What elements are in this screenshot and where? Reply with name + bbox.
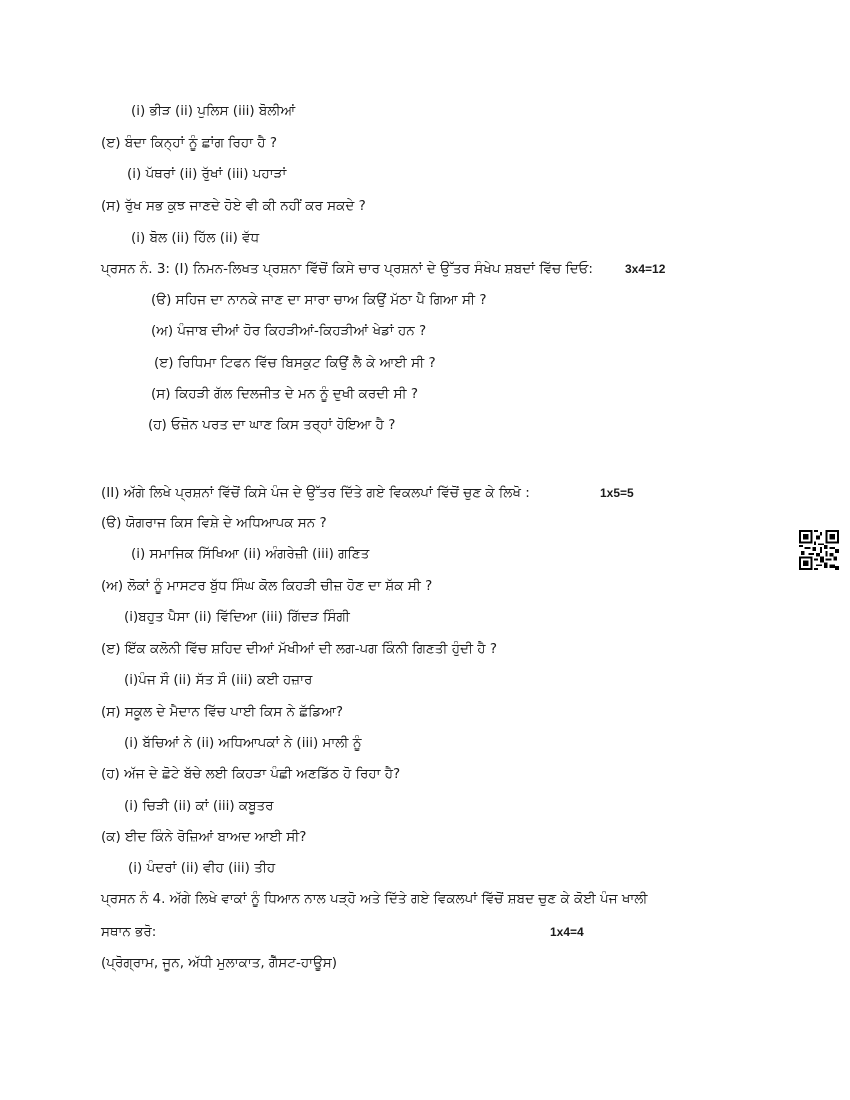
mcq-e-question: (ੲ) ਇੱਕ ਕਲੋਨੀ ਵਿੱਚ ਸ਼ਹਿਦ ਦੀਆਂ ਮੱਖੀਆਂ ਦੀ ਲਗ-ਪਗ ਕਿੰਨੀ ਗਿਣਤੀ ਹੁੰਦੀ ਹੈ ? <box>101 641 498 657</box>
sub-question-e: (ੲ) ਰਿਧਿਮਾ ਟਿਫਨ ਵਿੱਚ ਬਿਸਕੁਟ ਕਿਉਂ ਲੈ ਕੇ ਆਈ ਸੀ ? <box>154 355 436 371</box>
question-3-part-2-heading: (II) ਅੱਗੇ ਲਿਖੇ ਪ੍ਰਸ਼ਨਾਂ ਵਿੱਚੋਂ ਕਿਸੇ ਪੰਜ ਦੇ ਉੱਤਰ ਦਿੱਤੇ ਗਏ ਵਿਕਲਪਾਂ ਵਿੱਚੋਂ ਚੁਣ ਕੇ ਲਿਖੋ : <box>101 485 530 501</box>
sub-question-s: (ਸ) ਕਿਹੜੀ ਗੱਲ ਦਿਲਜੀਤ ਦੇ ਮਨ ਨੂੰ ਦੁਖੀ ਕਰਦੀ ਸੀ ? <box>151 386 418 402</box>
mcq-a-options: (i) ਸਮਾਜਿਕ ਸਿੱਖਿਆ (ii) ਅੰਗਰੇਜ਼ੀ (iii) ਗਣਿਤ <box>131 546 370 562</box>
mcq-k-options: (i) ਪੰਦਰਾਂ (ii) ਵੀਹ (iii) ਤੀਹ <box>128 860 276 876</box>
sub-question-aa: (ਅ) ਪੰਜਾਬ ਦੀਆਂ ਹੋਰ ਕਿਹੜੀਆਂ-ਕਿਹੜੀਆਂ ਖੇਡਾਂ ਹਨ ? <box>151 323 427 339</box>
mcq-h-question: (ਹ) ਅੱਜ ਦੇ ਛੋਟੇ ਬੱਚੇ ਲਈ ਕਿਹੜਾ ਪੰਛੀ ਅਣਡਿੱਠ ਹੋ ਰਿਹਾ ਹੈ? <box>101 766 401 782</box>
options-line-q-e: (i) ਪੱਥਰਾਂ (ii) ਰੁੱਖਾਂ (iii) ਪਹਾੜਾਂ <box>127 166 287 182</box>
mcq-e-options: (i)ਪੰਜ ਸੌ (ii) ਸੱਤ ਸੌ (iii) ਕਈ ਹਜ਼ਾਰ <box>124 672 313 688</box>
mcq-a-question: (ੳ) ਯੋਗਰਾਜ ਕਿਸ ਵਿਸ਼ੇ ਦੇ ਅਧਿਆਪਕ ਸਨ ? <box>101 515 327 531</box>
mcq-aa-options: (i)ਬਹੁਤ ਪੈਸਾ (ii) ਵਿੱਦਿਆ (iii) ਗਿੱਦੜ ਸਿੰਗੀ <box>124 609 350 625</box>
options-line-q-ii-a: (i) ਭੀੜ (ii) ਪੁਲਿਸ (iii) ਬੋਲੀਆਂ <box>131 103 296 119</box>
question-4-heading: ਪ੍ਰਸਨ ਨੰ 4. ਅੱਗੇ ਲਿਖੇ ਵਾਕਾਂ ਨੂੰ ਧਿਆਨ ਨਾਲ ਪੜ੍ਹੋ ਅਤੇ ਦਿੱਤੇ ਗਏ ਵਿਕਲਪਾਂ ਵਿੱਚੋਂ ਸ਼ਬਦ ਚੁਣ ਕੇ ਕੋਈ ਪੰਜ ਖਾਲੀ <box>101 891 648 907</box>
question-4-heading-cont: ਸਥਾਨ ਭਰੋ: <box>101 924 157 940</box>
question-3-heading: ਪ੍ਰਸਨ ਨੰ. 3: (I) ਨਿਮਨ-ਲਿਖਤ ਪ੍ਰਸ਼ਨਾ ਵਿੱਚੋਂ ਕਿਸੇ ਚਾਰ ਪ੍ਰਸ਼ਨਾਂ ਦੇ ਉੱਤਰ ਸੰਖੇਪ ਸ਼ਬਦਾਂ ਵਿੱਚ ਦਿਓ: <box>101 261 593 277</box>
mcq-s-question: (ਸ) ਸਕੂਲ ਦੇ ਮੈਦਾਨ ਵਿੱਚ ਪਾਈ ਕਿਸ ਨੇ ਛੱਡਿਆ? <box>101 704 344 720</box>
mcq-s-options: (i) ਬੱਚਿਆਂ ਨੇ (ii) ਅਧਿਆਪਕਾਂ ਨੇ (iii) ਮਾਲੀ ਨੂੰ <box>124 735 362 751</box>
mcq-k-question: (ਕ) ਈਦ ਕਿੰਨੇ ਰੋਜ਼ਿਆਂ ਬਾਅਦ ਆਈ ਸੀ? <box>101 829 307 845</box>
word-bank: (ਪ੍ਰੋਗ੍ਰਾਮ, ਜੂਨ, ਅੱਧੀ ਮੁਲਾਕਾਤ, ਗੈੱਸਟ-ਹਾਊਸ) <box>101 955 337 971</box>
marks-q4: 1x4=4 <box>550 925 584 939</box>
sub-question-a: (ੳ) ਸਹਿਜ ਦਾ ਨਾਨਕੇ ਜਾਣ ਦਾ ਸਾਰਾ ਚਾਅ ਕਿਉਂ ਮੱਠਾ ਪੈ ਗਿਆ ਸੀ ? <box>151 292 487 308</box>
question-s-trees: (ਸ) ਰੁੱਖ ਸਭ ਕੁਝ ਜਾਣਦੇ ਹੋਏ ਵੀ ਕੀ ਨਹੀਂ ਕਰ ਸਕਦੇ ? <box>101 198 366 214</box>
marks-q3-part1: 3x4=12 <box>625 262 666 276</box>
mcq-h-options: (i) ਚਿੜੀ (ii) ਕਾਂ (iii) ਕਬੂਤਰ <box>124 798 274 814</box>
marks-q3-part2: 1x5=5 <box>600 486 634 500</box>
qr-code-icon <box>799 530 839 570</box>
mcq-aa-question: (ਅ) ਲੋਕਾਂ ਨੂੰ ਮਾਸਟਰ ਬੁੱਧ ਸਿੰਘ ਕੋਲ ਕਿਹੜੀ ਚੀਜ਼ ਹੋਣ ਦਾ ਸ਼ੱਕ ਸੀ ? <box>101 578 433 594</box>
sub-question-h: (ਹ) ਓਜ਼ੋਨ ਪਰਤ ਦਾ ਘਾਣ ਕਿਸ ਤਰ੍ਹਾਂ ਹੋਇਆ ਹੈ ? <box>148 417 396 433</box>
question-e-chhang: (ੲ) ਬੰਦਾ ਕਿਨ੍ਹਾਂ ਨੂੰ ਛਾਂਗ ਰਿਹਾ ਹੈ ? <box>101 135 278 151</box>
options-line-q-s: (i) ਬੋਲ (ii) ਹਿੱਲ (ii) ਵੱਧ <box>131 230 260 246</box>
